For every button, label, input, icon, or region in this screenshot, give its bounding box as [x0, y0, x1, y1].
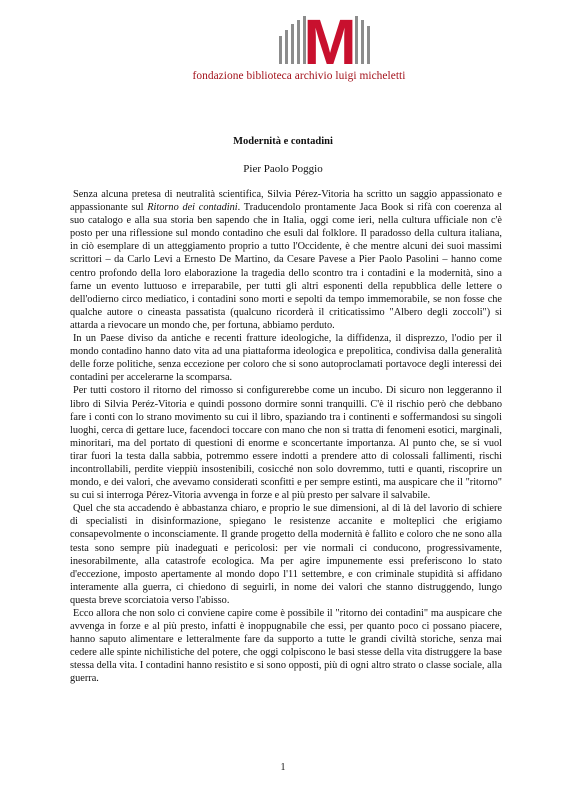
logo-mark-icon [279, 12, 373, 66]
logo-letter: M [303, 12, 357, 66]
article-title: Modernità e contadini [233, 136, 333, 147]
paragraph-5: Ecco allora che non solo ci conviene capire come è possibile il "ritorno dei contadini" ma auspicare che avvenga in forze e al più presto, infatti è inoppugnabile che essi, per quanto poco ci possano piacere, hanno saputo alimentare e letteralmente fare da supporto a tutte le grandi civiltà storiche, senza mai cedere alle spinte nichilistiche del potere, che oggi colpiscono le basi stesse della vita distruggere la base stessa della vita. I contadini hanno resistito e si sono opposti, più di ogni altro strato o classe sociale, alla guerra. [70, 608, 502, 685]
foundation-logo [0, 12, 566, 84]
foundation-name: fondazione biblioteca archivio luigi micheletti [192, 70, 406, 82]
page-number: 1 [280, 762, 286, 773]
book-title: Ritorno dei contadini [147, 202, 238, 214]
paragraph-4: Quel che sta accadendo è abbastanza chiaro, e proprio le sue dimensioni, al di là del lavorio di schiere di specialisti in disinformazione, spiegano le resistenze accanite e molteplici che erigiamo consapevolmente o inconsciamente. Il grande progetto della modernità è fallito e coloro che ne sono alla testa sono sempre più inadeguati e pericolosi: per vie normali ci conducono, progressivamente, inesorabilmente, alla catastrofe ecologica. Ma per agire impunemente essi preferiscono lo stato d'eccezione, imposto apertamente al mondo dopo l'11 settembre, e con criminale stupidità si affidano interamente alla guerra, ci chiedono di seguirli, in nome dei valori che stanno distruggendo, lungo questa breve scorciatoia verso l'abisso. [70, 503, 502, 606]
paragraph-3: Per tutti costoro il ritorno del rimosso si configurerebbe come un incubo. Di sicuro non leggeranno il libro di Silvia Peréz-Vitoria e quindi possono dormire sonni tranquilli. C'è il rischio però che debbano fare i conti con lo strano movimento su cui il libro, spaziando tra i continenti e soffermandosi su singoli luoghi, cerca di gettare luce, facendoci toccare con mano che non si tratta di fenomeni esotici, marginali, minoritari, ma del portato di questioni di enorme e sconcertante importanza. Al punto che, se si vuol tirar fuori la testa dalla sabbia, potremmo essere indotti a prendere atto di colossali fallimenti, rischi incontrollabili, perdite vieppiù insostenibili, cosicché non solo dovremmo, tutti e quanti, riscoprire un mondo, e dei valori, che avevamo considerati sconfitti e per sempre estinti, ma auspicare che il "ritorno" su cui si interroga Pérez-Vitoria avvenga in forze e al più presto per salvare il salvabile. [70, 385, 502, 502]
paragraph-1-text: Senza alcuna pretesa di neutralità scientifica, Silvia Pérez-Vitoria ha scritto un saggio appassionato e appassionante sul Ritorno dei contadini. Traducendolo prontamente Jaca Book si rifà con coerenza al suo catalogo e alla sua storia ben sapendo che in Italia, oggi come ieri, nella cultura ufficiale non c'è posto per una riflessione sul mondo contadino che esuli dal folklore. Il paradosso della cultura italiana, in ciò esemplare di un atteggiamento proprio a tutto l'Occidente, è che mentre alcuni dei suoi massimi scrittori – da Carlo Levi a Ernesto De Martino, da Cesare Pavese a Pier Paolo Pasolini – hanno come centro profondo della loro elaborazione la tragedia dello scontro tra i contadini e la modernità, sino a farne un evento luttuoso e irreparabile, per tutti gli altri esponenti della repubblica delle lettere o dell'odierno circo mediatico, i contadini sono morti e sepolti da tempo immemorabile, se non fosse che qualche autore o cineasta passatista (qualcuno ricorderà il criticatissimo "Albero degli zoccoli") si attarda a rievocare un mondo che, per fortuna, abbiamo perduto. [70, 189, 502, 331]
paragraph-2: In un Paese diviso da antiche e recenti fratture ideologiche, la diffidenza, il disprezzo, l'odio per il mondo contadino hanno dato vita ad una piattaforma ideologica e prepolitica, condivisa dalla generalità delle forze politiche, senza eccezione per coloro che si sono autoproclamati portavoce degli interessi dei contadini per accelerarne la scomparsa. [70, 333, 502, 384]
article-body [70, 188, 502, 686]
paragraph-1 [70, 188, 502, 332]
article-author: Pier Paolo Poggio [243, 163, 323, 175]
